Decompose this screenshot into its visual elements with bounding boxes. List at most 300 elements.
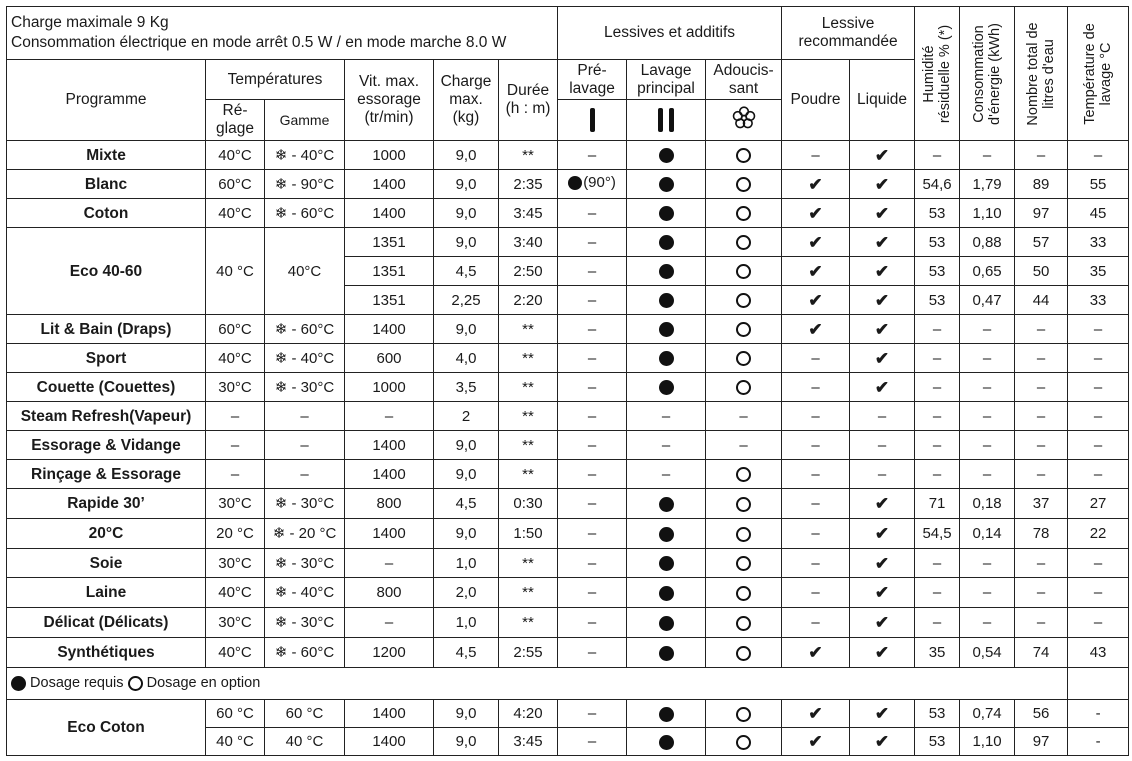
table-row (7, 638, 1129, 668)
cell-lav (627, 344, 706, 373)
program-name: 20°C (7, 519, 206, 549)
cell-vit: 1351 (345, 286, 434, 315)
cell-pre: – (558, 228, 627, 257)
cell-temp: – (1068, 373, 1129, 402)
cell-lit: 57 (1015, 228, 1068, 257)
cell-duree: ** (499, 315, 558, 344)
cell-gamme: – (265, 460, 345, 489)
cell-charge: 9,0 (434, 700, 499, 728)
cell-ado (706, 170, 782, 199)
cell-poudre: – (782, 578, 850, 608)
header-gamme: Gamme (265, 100, 345, 141)
cell-poudre: ✔ (782, 228, 850, 257)
cell-reg: 40 °C (206, 228, 265, 315)
cell-duree: 2:20 (499, 286, 558, 315)
cell-duree: 0:30 (499, 489, 558, 519)
header-charge-max: Charge max. (kg) (434, 60, 499, 141)
cell-ado (706, 638, 782, 668)
header-programme: Programme (7, 60, 206, 141)
cell-pre: – (558, 199, 627, 228)
cell-temp: 45 (1068, 199, 1129, 228)
table-row (7, 228, 1129, 257)
cell-reg: 30°C (206, 373, 265, 402)
cell-charge: 2,0 (434, 578, 499, 608)
cell-lav (627, 608, 706, 638)
cell-vit: 1000 (345, 141, 434, 170)
cell-cons: – (960, 460, 1015, 489)
filled-circle-icon (659, 264, 674, 279)
cell-poudre: – (782, 141, 850, 170)
cell-charge: 2 (434, 402, 499, 431)
table-row (7, 315, 1129, 344)
cell-cons: – (960, 402, 1015, 431)
cell-poudre: – (782, 431, 850, 460)
cell-ado (706, 728, 782, 756)
table-row (7, 519, 1129, 549)
cell-lav (627, 578, 706, 608)
cell-charge: 9,0 (434, 519, 499, 549)
single-bar-icon (558, 100, 627, 141)
cell-liquide: – (850, 460, 915, 489)
cell-gamme: ❄ - 40°C (265, 141, 345, 170)
cell-lav (627, 549, 706, 578)
cell-pre: – (558, 402, 627, 431)
cell-liquide: ✔ (850, 728, 915, 756)
cell-reg: 30°C (206, 549, 265, 578)
cell-reg: 40°C (206, 344, 265, 373)
cell-temp: – (1068, 431, 1129, 460)
cell-duree: ** (499, 141, 558, 170)
cell-liquide: ✔ (850, 700, 915, 728)
header-lessives-additifs: Lessives et additifs (558, 7, 782, 60)
cell-gamme: ❄ - 30°C (265, 549, 345, 578)
cell-poudre: – (782, 489, 850, 519)
cell-lit: 56 (1015, 700, 1068, 728)
cell-lit: – (1015, 141, 1068, 170)
cell-temp: - (1068, 700, 1129, 728)
cell-pre: – (558, 638, 627, 668)
cell-duree: 3:45 (499, 728, 558, 756)
program-name: Steam Refresh(Vapeur) (7, 402, 206, 431)
cell-lav (627, 141, 706, 170)
cell-pre: – (558, 344, 627, 373)
cell-duree: ** (499, 549, 558, 578)
cell-ado (706, 519, 782, 549)
cell-lit: 78 (1015, 519, 1068, 549)
cell-charge: 1,0 (434, 608, 499, 638)
cell-hum: 53 (915, 199, 960, 228)
cell-lav (627, 286, 706, 315)
cell-gamme: ❄ - 40°C (265, 344, 345, 373)
header-lessive-recommandee: Lessive recommandée (782, 7, 915, 60)
cell-charge: 9,0 (434, 170, 499, 199)
cell-lav (627, 638, 706, 668)
hollow-circle-icon (736, 351, 751, 366)
cell-liquide: – (850, 431, 915, 460)
filled-circle-icon (659, 235, 674, 250)
cell-charge: 4,5 (434, 638, 499, 668)
double-bar-icon (627, 100, 706, 141)
program-name: Couette (Couettes) (7, 373, 206, 402)
cell-vit: 1351 (345, 228, 434, 257)
cell-gamme: ❄ - 30°C (265, 489, 345, 519)
cell-cons: 0,74 (960, 700, 1015, 728)
cell-lit: – (1015, 578, 1068, 608)
cell-duree: ** (499, 460, 558, 489)
cell-cons: 0,54 (960, 638, 1015, 668)
cell-hum: – (915, 431, 960, 460)
cell-reg: 30°C (206, 608, 265, 638)
hollow-circle-icon (128, 676, 143, 691)
cell-charge: 1,0 (434, 549, 499, 578)
cell-liquide: ✔ (850, 578, 915, 608)
cell-vit: 800 (345, 489, 434, 519)
cell-lit: – (1015, 402, 1068, 431)
cell-temp: – (1068, 141, 1129, 170)
hollow-circle-icon (736, 235, 751, 250)
cell-cons: 0,88 (960, 228, 1015, 257)
cell-ado (706, 460, 782, 489)
cell-temp: - (1068, 728, 1129, 756)
cell-temp: – (1068, 344, 1129, 373)
cell-ado: – (706, 402, 782, 431)
cell-lav (627, 519, 706, 549)
cell-temp: 33 (1068, 228, 1129, 257)
cell-hum: 71 (915, 489, 960, 519)
cell-charge: 9,0 (434, 315, 499, 344)
cell-lit: 97 (1015, 728, 1068, 756)
cell-lav (627, 489, 706, 519)
cell-lit: 50 (1015, 257, 1068, 286)
cell-charge: 4,0 (434, 344, 499, 373)
hollow-circle-icon (736, 735, 751, 750)
program-name: Eco 40-60 (7, 228, 206, 315)
cell-cons: – (960, 315, 1015, 344)
filled-circle-icon (659, 148, 674, 163)
table-row (7, 549, 1129, 578)
table-row (7, 344, 1129, 373)
cell-cons: 0,14 (960, 519, 1015, 549)
program-name: Soie (7, 549, 206, 578)
program-name: Essorage & Vidange (7, 431, 206, 460)
legend-row (7, 668, 1129, 700)
cell-pre: – (558, 431, 627, 460)
cell-liquide: ✔ (850, 315, 915, 344)
cell-pre: – (558, 489, 627, 519)
cell-reg: 40°C (206, 638, 265, 668)
cell-charge: 2,25 (434, 286, 499, 315)
program-table (6, 6, 1129, 756)
filled-circle-icon (659, 616, 674, 631)
cell-gamme: – (265, 402, 345, 431)
prewash-temp: (90°) (583, 174, 616, 192)
cell-lit: – (1015, 373, 1068, 402)
cell-poudre: – (782, 344, 850, 373)
cell-ado (706, 578, 782, 608)
cell-reg: – (206, 402, 265, 431)
cell-lit: – (1015, 431, 1068, 460)
cell-temp: – (1068, 608, 1129, 638)
flower-icon (706, 100, 782, 141)
cell-cons: 0,65 (960, 257, 1015, 286)
cell-lav (627, 257, 706, 286)
cell-duree: ** (499, 431, 558, 460)
cell-poudre: – (782, 402, 850, 431)
cell-temp: – (1068, 315, 1129, 344)
cell-temp: – (1068, 578, 1129, 608)
cell-hum: – (915, 460, 960, 489)
cell-hum: 54,6 (915, 170, 960, 199)
table-row (7, 373, 1129, 402)
cell-vit: 1400 (345, 199, 434, 228)
cell-cons: – (960, 373, 1015, 402)
cell-reg: 40 °C (206, 728, 265, 756)
cell-cons: – (960, 344, 1015, 373)
header-humidite: Humidité résiduelle % (*) (915, 7, 960, 141)
cell-ado (706, 257, 782, 286)
cell-lav (627, 373, 706, 402)
header-duree: Durée (h : m) (499, 60, 558, 141)
cell-duree: 2:50 (499, 257, 558, 286)
hollow-circle-icon (736, 586, 751, 601)
filled-circle-icon (659, 707, 674, 722)
max-load-text: Charge maximale 9 Kg (11, 14, 169, 31)
cell-vit: 1400 (345, 170, 434, 199)
cell-liquide: – (850, 402, 915, 431)
table-row (7, 489, 1129, 519)
cell-lav (627, 700, 706, 728)
cell-duree: 1:50 (499, 519, 558, 549)
cell-temp: – (1068, 549, 1129, 578)
cell-temp: 27 (1068, 489, 1129, 519)
cell-charge: 4,5 (434, 257, 499, 286)
cell-pre: – (558, 608, 627, 638)
header-temperatures: Températures (206, 60, 345, 100)
cell-vit: 1400 (345, 431, 434, 460)
filled-circle-icon (659, 586, 674, 601)
power-consumption-text: Consommation électrique en mode arrêt 0.5 W / en mode marche 8.0 W (11, 34, 507, 51)
cell-pre: – (558, 315, 627, 344)
cell-liquide: ✔ (850, 344, 915, 373)
cell-liquide: ✔ (850, 638, 915, 668)
header-lavage-principal: Lavage principal (627, 60, 706, 100)
program-name: Mixte (7, 141, 206, 170)
header-temperature: Température de lavage °C (1068, 7, 1129, 141)
cell-pre: – (558, 700, 627, 728)
cell-poudre: – (782, 460, 850, 489)
program-name: Rinçage & Essorage (7, 460, 206, 489)
filled-circle-icon (11, 676, 26, 691)
cell-reg: 60°C (206, 170, 265, 199)
cell-reg: 60°C (206, 315, 265, 344)
cell-cons: 1,10 (960, 199, 1015, 228)
cell-ado (706, 199, 782, 228)
header-liquide: Liquide (850, 60, 915, 141)
header-adoucissant: Adoucis-sant (706, 60, 782, 100)
table-row (7, 578, 1129, 608)
cell-ado (706, 286, 782, 315)
table-row (7, 402, 1129, 431)
cell-gamme: 60 °C (265, 700, 345, 728)
cell-reg: 40°C (206, 578, 265, 608)
hollow-circle-icon (736, 707, 751, 722)
cell-gamme: 40 °C (265, 728, 345, 756)
cell-gamme: ❄ - 30°C (265, 373, 345, 402)
cell-temp: 35 (1068, 257, 1129, 286)
cell-poudre: – (782, 608, 850, 638)
cell-vit: 1400 (345, 519, 434, 549)
filled-circle-icon (659, 206, 674, 221)
table-row (7, 700, 1129, 728)
hollow-circle-icon (736, 148, 751, 163)
cell-vit: 800 (345, 578, 434, 608)
cell-ado: – (706, 431, 782, 460)
cell-hum: – (915, 608, 960, 638)
cell-pre: – (558, 286, 627, 315)
hollow-circle-icon (736, 497, 751, 512)
cell-pre: – (558, 141, 627, 170)
hollow-circle-icon (736, 380, 751, 395)
legend (7, 668, 1068, 700)
cell-lit: – (1015, 344, 1068, 373)
cell-poudre: ✔ (782, 700, 850, 728)
hollow-circle-icon (736, 616, 751, 631)
cell-ado (706, 315, 782, 344)
program-name: Sport (7, 344, 206, 373)
cell-duree: ** (499, 578, 558, 608)
hollow-circle-icon (736, 467, 751, 482)
cell-hum: 53 (915, 728, 960, 756)
cell-vit: 1000 (345, 373, 434, 402)
table-row (7, 199, 1129, 228)
cell-hum: – (915, 549, 960, 578)
filled-circle-icon (659, 351, 674, 366)
cell-gamme: ❄ - 90°C (265, 170, 345, 199)
program-name: Synthétiques (7, 638, 206, 668)
cell-temp: – (1068, 460, 1129, 489)
program-name: Blanc (7, 170, 206, 199)
cell-vit: 600 (345, 344, 434, 373)
cell-reg: 20 °C (206, 519, 265, 549)
cell-charge: 9,0 (434, 728, 499, 756)
cell-liquide: ✔ (850, 489, 915, 519)
cell-liquide: ✔ (850, 170, 915, 199)
cell-lit: – (1015, 549, 1068, 578)
cell-pre: – (558, 728, 627, 756)
filled-circle-icon (659, 556, 674, 571)
cell-pre: – (558, 460, 627, 489)
cell-ado (706, 141, 782, 170)
cell-lav: – (627, 460, 706, 489)
cell-pre: – (558, 578, 627, 608)
cell-ado (706, 549, 782, 578)
cell-ado (706, 344, 782, 373)
cell-gamme: ❄ - 20 °C (265, 519, 345, 549)
cell-liquide: ✔ (850, 608, 915, 638)
cell-reg: – (206, 460, 265, 489)
cell-liquide: ✔ (850, 228, 915, 257)
cell-lit: 44 (1015, 286, 1068, 315)
cell-lav (627, 170, 706, 199)
cell-liquide: ✔ (850, 257, 915, 286)
cell-reg: 40°C (206, 141, 265, 170)
table-row (7, 170, 1129, 199)
cell-liquide: ✔ (850, 519, 915, 549)
cell-temp: 33 (1068, 286, 1129, 315)
cell-gamme: 40°C (265, 228, 345, 315)
program-name: Délicat (Délicats) (7, 608, 206, 638)
cell-vit: 1400 (345, 700, 434, 728)
cell-poudre: ✔ (782, 286, 850, 315)
filled-circle-icon (659, 380, 674, 395)
header-prelavage: Pré-lavage (558, 60, 627, 100)
cell-charge: 3,5 (434, 373, 499, 402)
program-name: Coton (7, 199, 206, 228)
cell-liquide: ✔ (850, 199, 915, 228)
cell-hum: 53 (915, 228, 960, 257)
cell-reg: – (206, 431, 265, 460)
hollow-circle-icon (736, 293, 751, 308)
cell-poudre: – (782, 373, 850, 402)
cell-hum: – (915, 141, 960, 170)
header-vit-max: Vit. max. essorage (tr/min) (345, 60, 434, 141)
cell-hum: – (915, 402, 960, 431)
cell-hum: – (915, 578, 960, 608)
cell-gamme: ❄ - 60°C (265, 199, 345, 228)
cell-lav: – (627, 402, 706, 431)
cell-vit: 1400 (345, 728, 434, 756)
hollow-circle-icon (736, 206, 751, 221)
cell-lav (627, 199, 706, 228)
cell-lav: – (627, 431, 706, 460)
cell-liquide: ✔ (850, 373, 915, 402)
filled-circle-icon (659, 646, 674, 661)
cell-duree: 4:20 (499, 700, 558, 728)
cell-ado (706, 489, 782, 519)
cell-cons: 1,79 (960, 170, 1015, 199)
cell-hum: 35 (915, 638, 960, 668)
cell-cons: – (960, 608, 1015, 638)
cell-lav (627, 728, 706, 756)
hollow-circle-icon (736, 646, 751, 661)
cell-ado (706, 373, 782, 402)
filled-circle-icon (659, 322, 674, 337)
table-row (7, 460, 1129, 489)
cell-hum: 53 (915, 286, 960, 315)
cell-gamme: – (265, 431, 345, 460)
cell-poudre: ✔ (782, 638, 850, 668)
cell-vit: 1400 (345, 315, 434, 344)
cell-cons: 1,10 (960, 728, 1015, 756)
program-name: Laine (7, 578, 206, 608)
header-poudre: Poudre (782, 60, 850, 141)
cell-duree: ** (499, 373, 558, 402)
legend-empty-cell (1068, 668, 1129, 700)
cell-lit: – (1015, 315, 1068, 344)
header-litres: Nombre total de litres d'eau (1015, 7, 1068, 141)
cell-pre: – (558, 373, 627, 402)
cell-pre (558, 170, 627, 199)
cell-charge: 4,5 (434, 489, 499, 519)
cell-vit: – (345, 549, 434, 578)
cell-hum: 54,5 (915, 519, 960, 549)
table-row (7, 608, 1129, 638)
cell-gamme: ❄ - 60°C (265, 315, 345, 344)
program-name: Rapide 30’ (7, 489, 206, 519)
program-name: Lit & Bain (Draps) (7, 315, 206, 344)
hollow-circle-icon (736, 322, 751, 337)
legend-required: Dosage requis (30, 675, 124, 691)
